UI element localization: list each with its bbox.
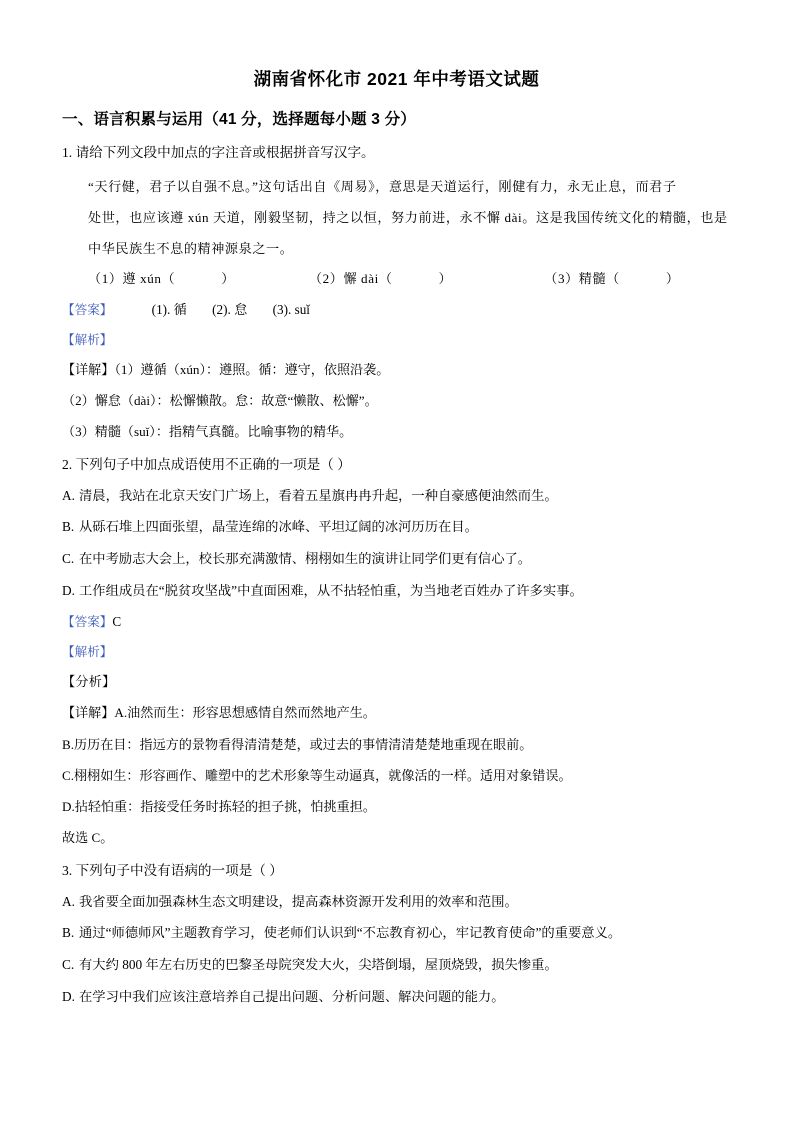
analysis-tag: 【解析】 <box>62 645 113 660</box>
question-2-answer-row <box>62 612 731 632</box>
option-b-label: B. <box>62 925 75 941</box>
question-3-stem: 3. 下列句子中没有语病的一项是（ ） <box>62 862 283 878</box>
question-1-blank-1: （1）遵 xún（ <box>88 270 176 286</box>
question-2-stem: 2. 下列句子中加点成语使用不正确的一项是（ ） <box>62 456 351 472</box>
question-2-option-b <box>62 517 731 538</box>
question-3-option-d <box>62 987 731 1008</box>
question-2-analysis-row <box>62 642 731 662</box>
question-1-detail-1: 【详解】（1）遵循（xún）：遵照。循：遵守，依照沿袭。 <box>62 361 390 377</box>
option-c-label: C. <box>62 956 75 972</box>
answer-item-2: (2). 怠 <box>212 302 248 318</box>
question-1-stem: 1. 请给下列文段中加点的字注音或根据拼音写汉字。 <box>62 145 375 160</box>
analysis-tag: 【解析】 <box>62 333 113 347</box>
option-c-text: 有大约 800 年左右历史的巴黎圣母院突发大火，尖塔倒塌，屋顶烧毁，损失惨重。 <box>79 956 558 972</box>
question-1-detail-3: （3）精髓（suǐ）：指精气真髓。比喻事物的精华。 <box>62 424 353 440</box>
close-paren-3: ） <box>665 270 680 286</box>
answer-tag: 【答案】 <box>62 303 113 318</box>
question-2-detail-b: B.历历在目：指远方的景物看得清清楚楚，或过去的事情清清楚楚地重现在眼前。 <box>62 736 533 752</box>
close-paren-1: ） <box>221 270 235 286</box>
question-2-option-a <box>62 486 731 507</box>
answer-tag: 【答案】 <box>62 615 113 630</box>
option-c-text: 在中考励志大会上，校长那充满激情、栩栩如生的演讲让同学们更有信心了。 <box>79 551 532 567</box>
option-d-text: 工作组成员在“脱贫攻坚战”中直面困难，从不拈轻怕重，为当地老百姓办了许多实事。 <box>79 582 583 598</box>
answer-item-3: (3). suǐ <box>272 302 310 318</box>
section-heading: 一、语言积累与运用（41 分，选择题每小题 3 分） <box>62 111 416 128</box>
question-1-blank-2: （2）懈 dài（ <box>308 270 393 286</box>
question-1-answer-items <box>152 300 332 320</box>
question-1-passage-line-1: “天行健，君子以自强不息。”这句话出自《周易》，意思是天道运行，刚健有力，永无止息，而君子 <box>88 179 677 195</box>
question-2-answer-value: C <box>112 614 122 630</box>
option-d-label: D. <box>62 988 75 1004</box>
option-b-text: 从砾石堆上四面张望，晶莹连绵的冰峰、平坦辽阔的冰河历历在目。 <box>79 519 478 535</box>
fenxi-tag: 【分析】 <box>62 674 116 690</box>
answer-item-1: (1). 循 <box>151 302 187 318</box>
question-2-fenxi-row <box>62 672 731 692</box>
question-1-passage-line-3: 中华民族生不息的精神源泉之一。 <box>88 240 294 256</box>
question-1-analysis-row <box>62 330 731 350</box>
question-2-detail-c: C.栩栩如生：形容画作、雕塑中的艺术形象等生动逼真，就像活的一样。适用对象错误。 <box>62 767 572 783</box>
question-1-passage-line-2: 处世，也应该遵 xún 天道，刚毅坚韧，持之以恒，努力前进，永不懈 dài。这是我国传统文化的精髓，也是 <box>88 209 728 225</box>
option-a-label: A. <box>62 893 75 909</box>
option-d-label: D. <box>62 582 75 598</box>
option-b-text: 通过“师德师风”主题教育学习，使老师们认识到“不忘教育初心，牢记教育使命”的重要意义。 <box>79 925 622 941</box>
close-paren-2: ） <box>438 270 453 286</box>
question-3-option-c <box>62 955 731 976</box>
option-a-text: 我省要全面加强森林生态文明建设，提高森林资源开发利用的效率和范围。 <box>79 893 518 909</box>
question-3-option-b <box>62 923 731 944</box>
option-a-text: 清晨，我站在北京天安门广场上，看着五星旗冉冉升起，一种自豪感便油然而生。 <box>79 487 558 503</box>
option-d-text: 在学习中我们应该注意培养自己提出问题、分析问题、解决问题的能力。 <box>79 988 505 1004</box>
question-2-option-d <box>62 581 731 602</box>
question-2-conclusion: 故选 C。 <box>62 830 114 846</box>
page-title: 湖南省怀化市 2021 年中考语文试题 <box>253 69 540 89</box>
question-1-blank-3: （3）精髓（ <box>544 270 620 286</box>
question-3-option-a <box>62 892 731 913</box>
question-2-option-c <box>62 549 731 570</box>
question-2-detail-a: 【详解】A.油然而生：形容思想感情自然而然地产生。 <box>62 705 376 721</box>
question-1-detail-2: （2）懈怠（dài）：松懈懒散。怠：故意“懒散、松懈”。 <box>62 393 378 409</box>
option-c-label: C. <box>62 551 75 567</box>
option-a-label: A. <box>62 487 75 503</box>
question-1-blanks <box>62 267 731 291</box>
question-1-answer-row <box>62 300 731 320</box>
option-b-label: B. <box>62 519 75 535</box>
question-2-detail-d: D.拈轻怕重：指接受任务时拣轻的担子挑，怕挑重担。 <box>62 799 376 815</box>
